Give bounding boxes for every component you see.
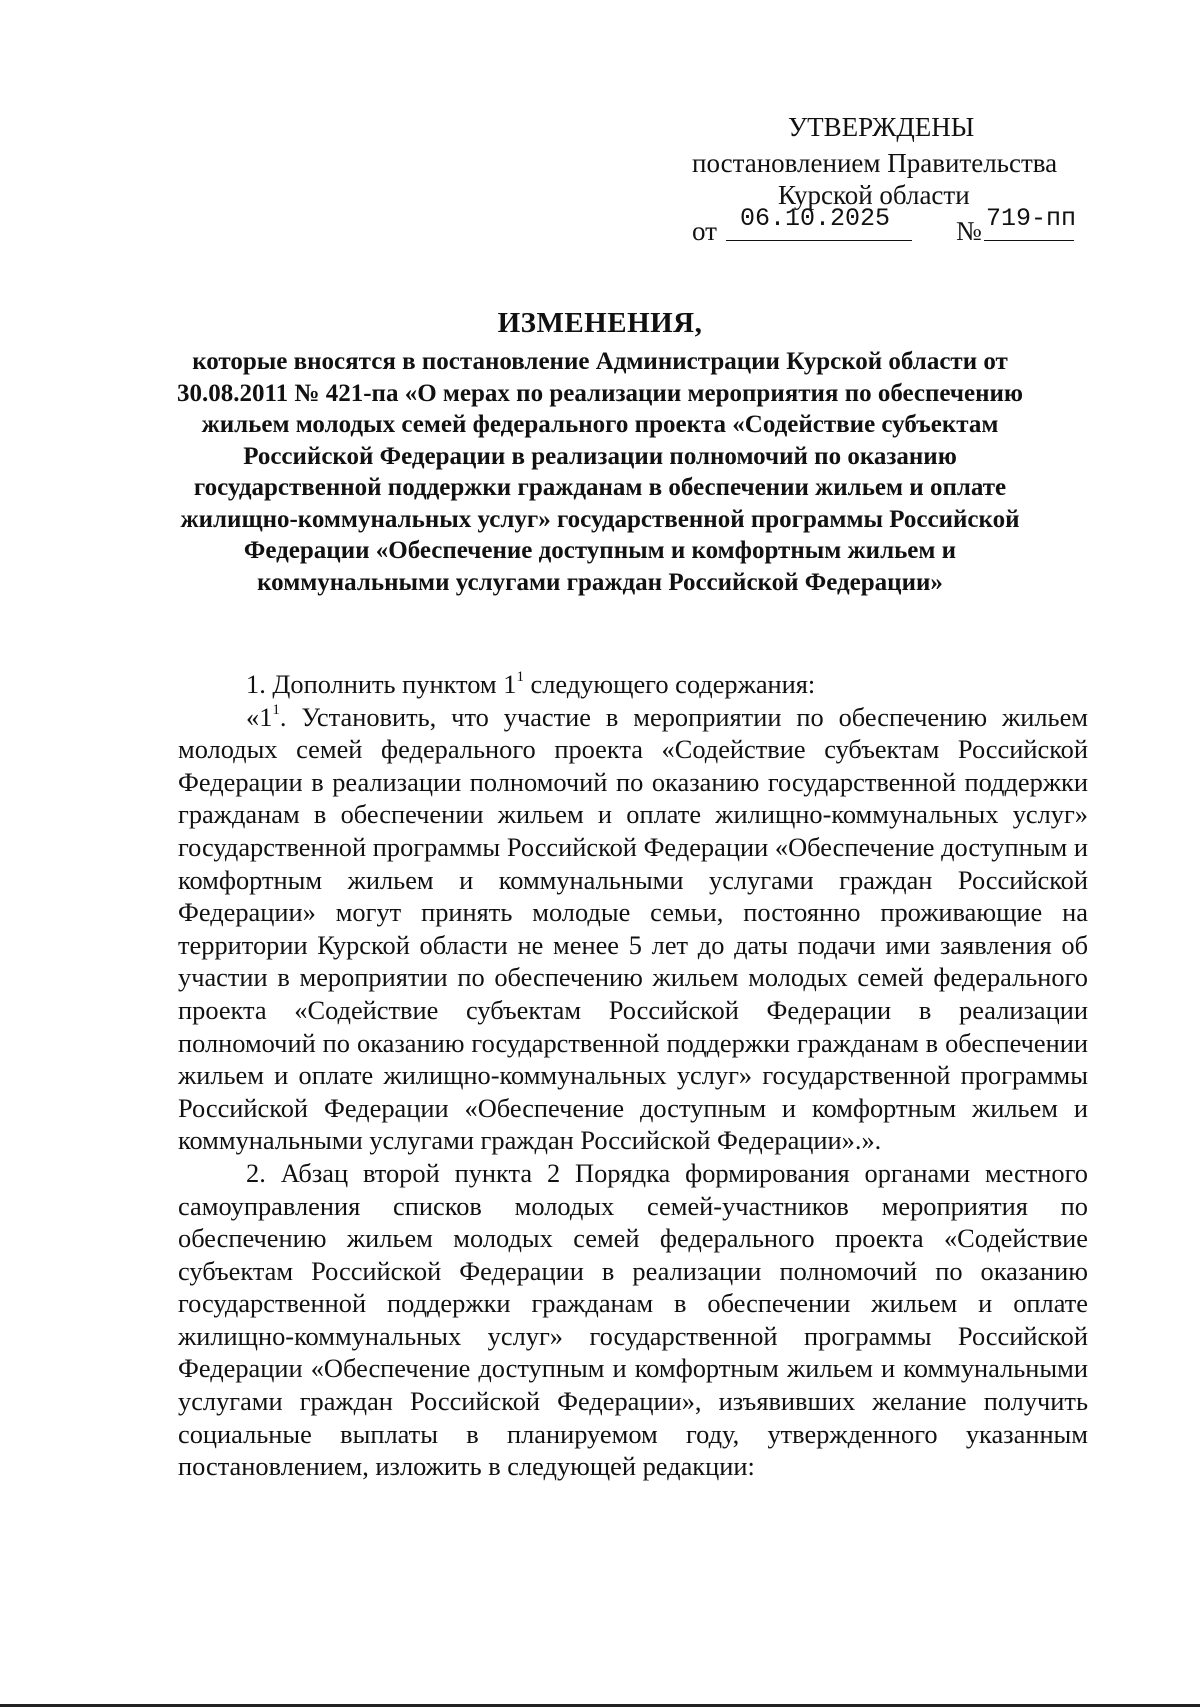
approval-date-row bbox=[692, 204, 1078, 246]
number-prefix: № bbox=[956, 216, 982, 246]
approval-number: 719-пп bbox=[986, 204, 1077, 233]
paragraph-2 bbox=[178, 701, 1088, 1157]
approval-region: Курской области bbox=[778, 180, 970, 210]
p2-superscript: 1 bbox=[272, 701, 280, 718]
heading-subtitle: которые вносятся в постановление Администрации Курской области от 30.08.2011 № 421-па «О мерах по реализации мероприятия по обеспечению жильем молодых семей федерального проекта «Содействие субъектам Российской Федерации в реализации полномочий по оказанию государственной поддержки гражданам в обеспечении жильем и оплате жилищно-коммунальных услуг» государственной программы Российской Федерации «Обеспечение доступным и комфортным жильем и коммунальными услугами граждан Российской Федерации» bbox=[176, 348, 1024, 596]
heading-title: ИЗМЕНЕНИЯ, bbox=[497, 307, 703, 339]
paragraph-3: 2. Абзац второй пункта 2 Порядка формирования органами местного самоуправления списков молодых семей-участников мероприятия по обеспечению жильем молодых семей федерального проекта «Содействие субъектам Российской Федерации в реализации полномочий по оказанию государственной поддержки гражданам в обеспечении жильем и оплате жилищно-коммунальных услуг» государственной программы Российской Федерации «Обеспечение доступным и комфортным жильем и коммунальными услугами граждан Российской Федерации», изъявивших желание получить социальные выплаты в планируемом году, утвержденного указанным постановлением, изложить в следующей редакции: bbox=[178, 1157, 1088, 1482]
p1-tail: следующего содержания: bbox=[523, 669, 816, 699]
date-field bbox=[726, 204, 912, 241]
document-heading bbox=[150, 306, 1050, 598]
p1-superscript: 1 bbox=[516, 669, 524, 685]
approval-date: 06.10.2025 bbox=[740, 204, 891, 233]
p2-text: . Установить, что участие в мероприятии по обеспечению жильем молодых семей федерального проекта «Содействие субъектам Российской Федерации в реализации полномочий по оказанию государственной поддержки гражданам в обеспечении жильем и оплате жилищно-коммунальных услуг» государственной программы Российской Федерации «Обеспечение доступным и комфортным жильем и коммунальными услугами граждан Российской Федерации» могут принять молодые семьи, постоянно проживающие на территории Курской области не менее 5 лет до даты подачи ими заявления об участии в мероприятии по обеспечению жильем молодых семей федерального проекта «Содействие субъектам Российской Федерации в реализации полномочий по оказанию государственной поддержки гражданам в обеспечении жильем и оплате жилищно-коммунальных услуг» государственной программы Российской Федерации «Обеспечение доступным и комфортным жильем и коммунальными услугами граждан Российской Федерации».». bbox=[178, 701, 1088, 1156]
p2-open: «1 bbox=[246, 701, 273, 732]
document-body bbox=[178, 668, 1088, 1483]
approval-decree: постановлением Правительства bbox=[692, 148, 1058, 178]
approval-title: УТВЕРЖДЕНЫ bbox=[788, 112, 975, 142]
date-prefix: от bbox=[692, 216, 717, 246]
paragraph-1 bbox=[178, 668, 1088, 701]
number-field bbox=[984, 204, 1077, 241]
p1-text: 1. Дополнить пунктом 1 bbox=[246, 669, 517, 699]
